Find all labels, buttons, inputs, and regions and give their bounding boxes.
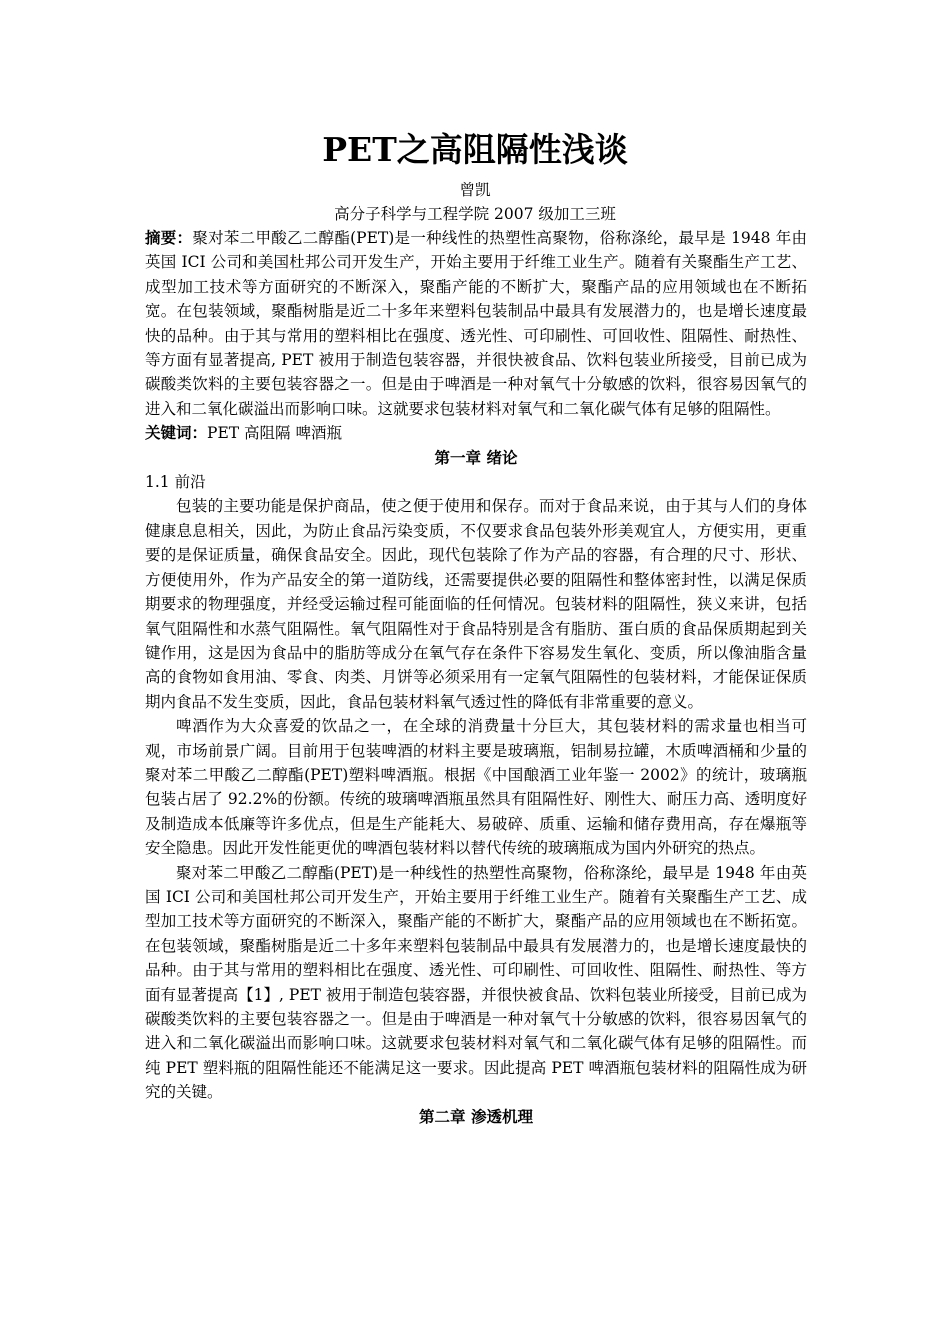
author-name: 曾凯 bbox=[459, 181, 491, 199]
body-paragraph-1: 包装的主要功能是保护商品，使之便于使用和保存。而对于食品来说，由于其与人们的身体健康息息相关，因此，为防止食品污染变质，不仅要求食品包装外形美观宜人，方便实用，更重要的是保证质量，确保食品安全。因此，现代包装除了作为产品的容器，有合理的尺寸、形状、方便使用外，作为产品安全的第一道防线，还需要提供必要的阻隔性和整体密封性，以满足保质期要求的物理强度，并经受运输过程可能面临的任何情况。包装材料的阻隔性，狭义来讲，包括氧气阻隔性和水蒸气阻隔性。氧气阻隔性对于食品特别是含有脂肪、蛋白质的食品保质期起到关键作用，这是因为食品中的脂肪等成分在氧气存在条件下容易发生氧化、变质，所以像油脂含量高的食物如食用油、零食、肉类、月饼等必须采用有一定氧气阻隔性的包装材料，才能保证保质期内食品不发生变质，因此，食品包装材料氧气透过性的降低有非常重要的意义。 bbox=[145, 497, 807, 711]
paper-body bbox=[145, 226, 807, 1129]
abstract-label: 摘要： bbox=[145, 228, 193, 247]
chapter1-heading: 第一章 绪论 bbox=[434, 447, 518, 467]
keywords-label: 关键词： bbox=[145, 423, 208, 443]
paper-title: PET之高阻隔性浅谈 bbox=[322, 130, 628, 169]
abstract-paragraph bbox=[145, 226, 807, 421]
chapter2-heading: 第二章 渗透机理 bbox=[419, 1106, 533, 1126]
keywords-paragraph bbox=[145, 421, 807, 445]
body-paragraph-3: 聚对苯二甲酸乙二醇酯(PET)是一种线性的热塑性高聚物，俗称涤纶，最早是 1948 年由英国 ICI 公司和美国杜邦公司开发生产，开始主要用于纤维工业生产。随着有关聚酯生产工艺、成型加工技术等方面研究的不断深入，聚酯产能的不断扩大，聚酯产品的应用领域也在不断拓宽。在包装领域，聚酯树脂是近二十多年来塑料包装制品中最具有发展潜力的，也是增长速度最快的品种。由于其与常用的塑料相比在强度、透光性、可印刷性、可回收性、阻隔性、耐热性、等方面有显著提高【1】, PET 被用于制造包装容器，并很快被食品、饮料包装业所接受，目前已成为碳酸类饮料的主要包装容器之一。但是由于啤酒是一种对氧气十分敏感的饮料，很容易因氧气的进入和二氧化碳溢出而影响口味。这就要求包装材料对氧气和二氧化碳气体有足够的阻隔性。而纯 PET 塑料瓶的阻隔性能还不能满足这一要求。因此提高 PET 啤酒瓶包装材料的阻隔性成为研究的关键。 bbox=[145, 863, 807, 1102]
section-heading: 1.1 前沿 bbox=[145, 473, 206, 492]
keywords-text: PET 高阻隔 啤酒瓶 bbox=[207, 424, 342, 443]
abstract-text: 聚对苯二甲酸乙二醇酯(PET)是一种线性的热塑性高聚物，俗称涤纶，最早是 1948 年由英国 ICI 公司和美国杜邦公司开发生产，开始主要用于纤维工业生产。随着有关聚酯生产工艺、成型加工技术等方面研究的不断深入，聚酯产能的不断扩大，聚酯产品的应用领域也在不断拓宽。在包装领域，聚酯树脂是近二十多年来塑料包装制品中最具有发展潜力的，也是增长速度最快的品种。由于其与常用的塑料相比在强度、透光性、可印刷性、可回收性、阻隔性、耐热性、等方面有显著提高, PET 被用于制造包装容器，并很快被食品、饮料包装业所接受，目前已成为碳酸类饮料的主要包装容器之一。但是由于啤酒是一种对氧气十分敏感的饮料，很容易因氧气的进入和二氧化碳溢出而影响口味。这就要求包装材料对氧气和二氧化碳气体有足够的阻隔性。 bbox=[145, 229, 807, 418]
body-paragraph-2: 啤酒作为大众喜爱的饮品之一，在全球的消费量十分巨大，其包装材料的需求量也相当可观，市场前景广阔。目前用于包装啤酒的材料主要是玻璃瓶，铝制易拉罐，木质啤酒桶和少量的聚对苯二甲酸乙二醇酯(PET)塑料啤酒瓶。根据《中国酿酒工业年鉴一 2002》的统计，玻璃瓶包装占居了 92.2%的份额。传统的玻璃啤酒瓶虽然具有阻隔性好、刚性大、耐压力高、透明度好及制造成本低廉等许多优点，但是生产能耗大、易破碎、质重、运输和储存费用高，存在爆瓶等安全隐患。因此开发性能更优的啤酒包装材料以替代传统的玻璃瓶成为国内外研究的热点。 bbox=[145, 717, 807, 858]
author-affiliation: 高分子科学与工程学院 2007 级加工三班 bbox=[334, 205, 616, 223]
